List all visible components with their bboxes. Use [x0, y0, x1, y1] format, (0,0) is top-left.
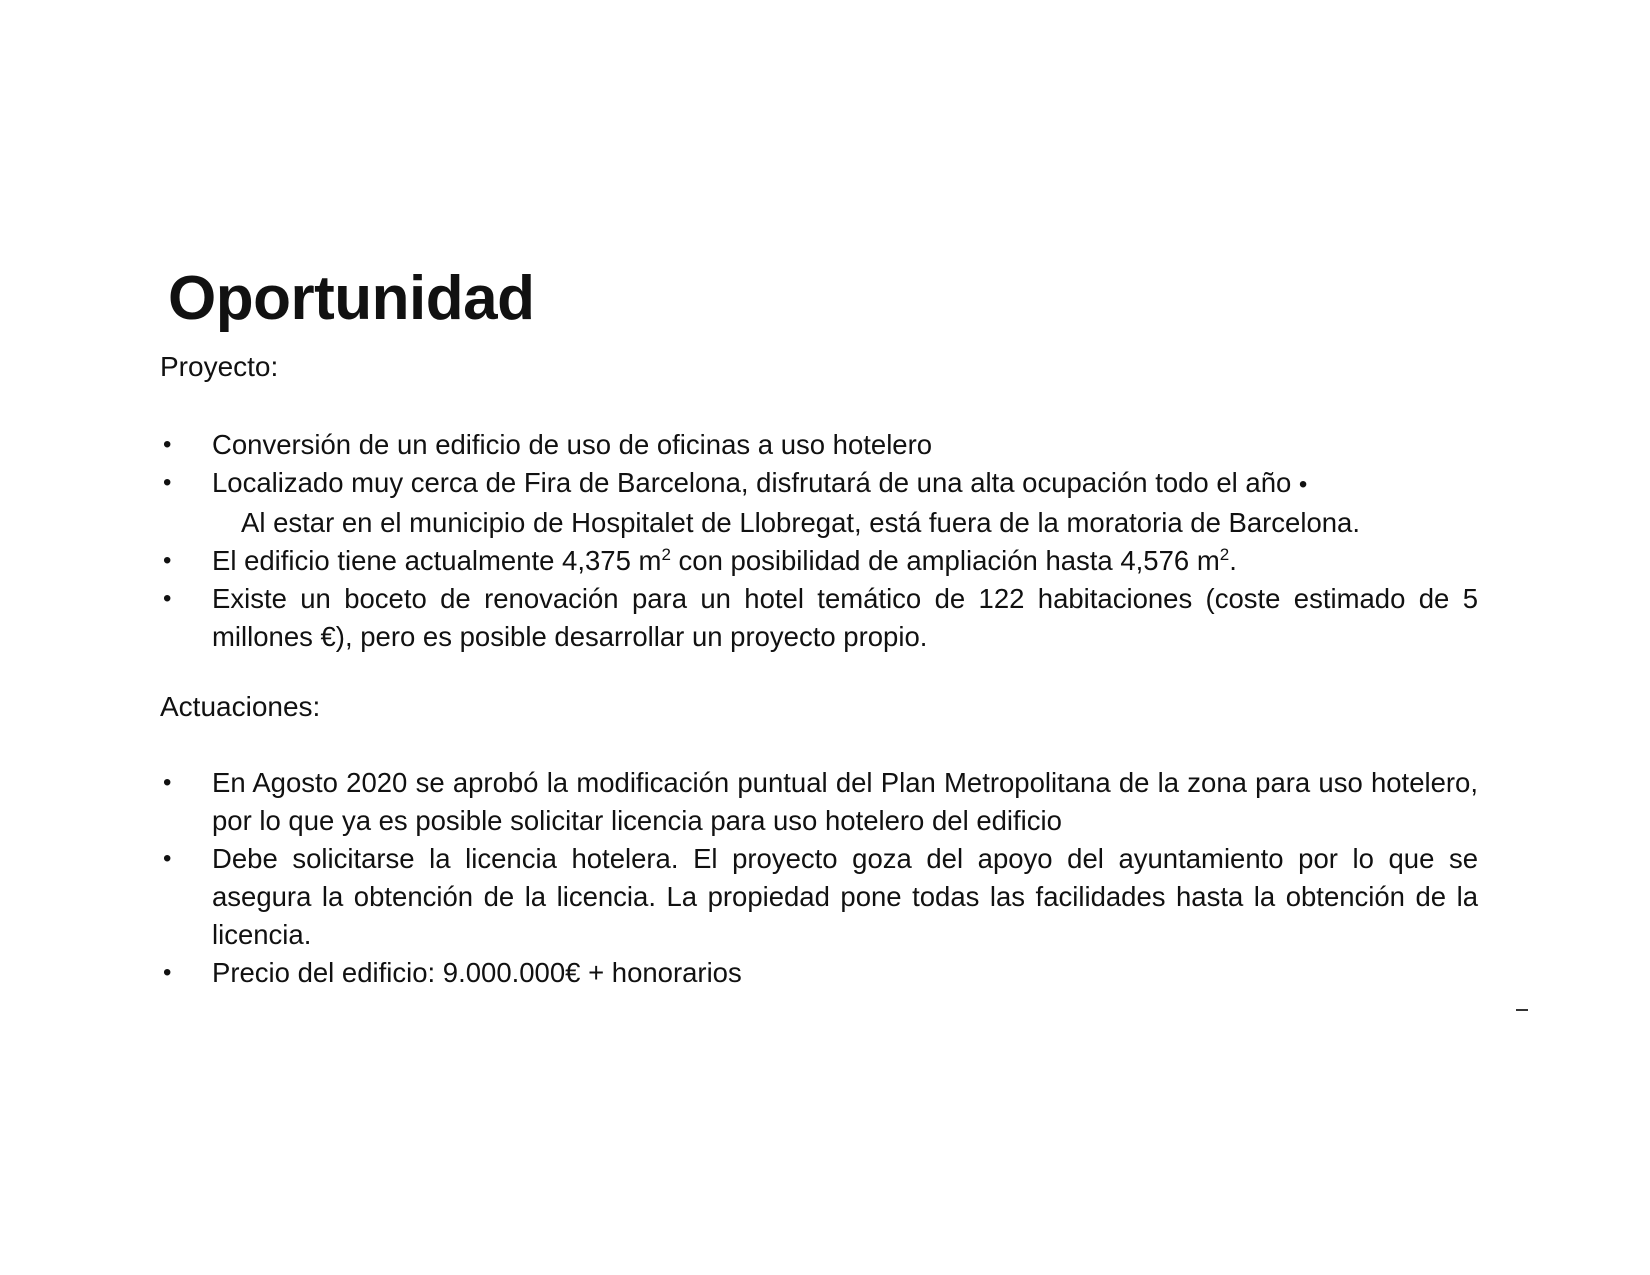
bullet-icon: •: [163, 769, 172, 796]
list-item-text: Debe solicitarse la licencia hotelera. El proyecto goza del apoyo del ayuntamiento por lo que se asegura la obtención de la licencia. La propiedad pone todas las facilidades hasta la obtención de la licencia.: [212, 843, 1478, 950]
list-item: [160, 542, 1478, 580]
list-item-text: Precio del edificio: 9.000.000€ + honorarios: [212, 957, 742, 988]
list-item: [160, 840, 1478, 954]
bullet-icon: •: [163, 431, 172, 458]
proyecto-list: [160, 426, 1478, 656]
section-label-actuaciones: Actuaciones:: [160, 691, 321, 722]
list-item: [160, 764, 1478, 840]
list-item: [160, 580, 1478, 656]
page-title: Oportunidad: [168, 264, 535, 333]
actuaciones-list: [160, 764, 1478, 992]
bullet-icon: •: [163, 469, 172, 496]
list-item-text-a: El edificio tiene actualmente 4,375 m: [212, 545, 662, 576]
list-item-text: Existe un boceto de renovación para un hotel temático de 122 habitaciones (coste estimado de 5 millones €), pero es posible desarrollar un proyecto propio.: [212, 583, 1478, 652]
list-item-text: Conversión de un edificio de uso de oficinas a uso hotelero: [212, 429, 933, 460]
bullet-icon: •: [163, 547, 172, 574]
list-item-text: En Agosto 2020 se aprobó la modificación puntual del Plan Metropolitana de la zona para uso hotelero, por lo que ya es posible solicitar licencia para uso hotelero del edificio: [212, 767, 1478, 836]
superscript: 2: [661, 544, 671, 564]
bullet-icon: •: [163, 959, 172, 986]
section-label-proyecto: Proyecto:: [160, 351, 279, 382]
list-item: [160, 954, 1478, 992]
list-item: [160, 464, 1478, 542]
bullet-icon: •: [163, 585, 172, 612]
list-item-text: Localizado muy cerca de Fira de Barcelona, disfrutará de una alta ocupación todo el año: [212, 467, 1292, 498]
bullet-icon: •: [163, 845, 172, 872]
inline-bullet-icon: •: [1298, 471, 1308, 498]
list-item-continuation: Al estar en el municipio de Hospitalet de Llobregat, está fuera de la moratoria de Barcelona.: [241, 507, 1360, 538]
list-item-text-b: con posibilidad de ampliación hasta 4,576 m: [670, 545, 1220, 576]
list-item: [160, 426, 1478, 464]
list-item-text-c: .: [1229, 545, 1237, 576]
stray-dash-mark: [1516, 1009, 1528, 1011]
superscript: 2: [1219, 544, 1230, 564]
